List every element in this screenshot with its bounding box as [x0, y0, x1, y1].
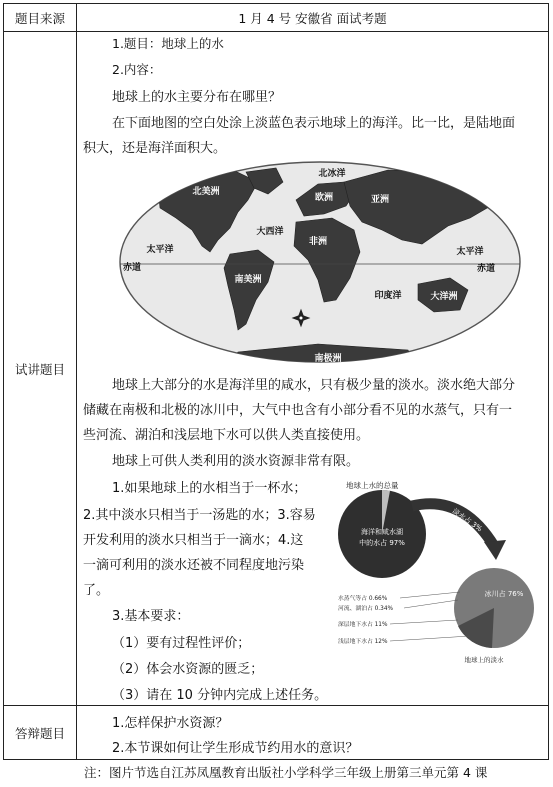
world-map: [118, 160, 522, 365]
label-africa: 非洲: [308, 237, 328, 247]
saltwater-label-2: 中的水占 97%: [359, 539, 405, 547]
defense-question-2: 2.本节课如何让学生形成节约用水的意识？: [112, 741, 359, 756]
source-value-cell: [77, 4, 548, 31]
arrow-label: 淡水占 3%: [450, 507, 484, 534]
para3-line1: 1.如果地球上的水相当于一杯水；: [112, 481, 307, 496]
para1-line3: 些河流、湖泊和浅层地下水可以供人类直接使用。: [83, 428, 370, 443]
label-equator-right: 赤道: [476, 264, 496, 274]
label-antarctica: 南极洲: [314, 354, 342, 364]
label-south-america: 南美洲: [234, 275, 262, 285]
legend-deep-ground: 深层地下水占 11%: [338, 622, 388, 628]
requirements-title: 3.基本要求：: [112, 609, 190, 624]
column-divider: [76, 4, 77, 759]
freshwater-title: 地球上的淡水: [464, 656, 504, 664]
saltwater-label-1: 海洋和咸水湖: [361, 528, 403, 536]
source-label-cell: [4, 4, 76, 31]
row-divider: [4, 705, 548, 706]
label-atlantic: 大西洋: [256, 227, 284, 237]
label-pacific-right: 太平洋: [456, 247, 484, 257]
para1-line2: 储藏在南极和北极的冰川中，大气中也含有小部分看不见的水蒸气，只有一: [83, 403, 513, 418]
requirement-2: （2）体会水资源的匮乏；: [112, 662, 264, 677]
footnote: 注：图片节选自江苏凤凰教育出版社小学科学三年级上册第三单元第 4 课: [84, 765, 488, 780]
label-pacific-left: 太平洋: [146, 245, 174, 255]
para3-line2: 2.其中淡水只相当于一汤匙的水；3.容易: [83, 508, 316, 523]
item-content-heading: 2.内容：: [112, 62, 162, 77]
label-europe: 欧洲: [314, 193, 334, 203]
label-arctic: 北冰洋: [318, 169, 346, 179]
source-label: 题目来源: [14, 10, 65, 26]
question-text: 地球上的水主要分布在哪里？: [112, 90, 282, 105]
arrow-head-icon: [484, 540, 506, 560]
glacier-label: 冰川占 76%: [484, 590, 524, 598]
para3-line4: 一滴可利用的淡水还被不同程度地污染: [83, 558, 305, 573]
label-oceania: 大洋洲: [430, 292, 458, 302]
legend-river-lake: 河流、湖泊占 0.34%: [338, 606, 394, 612]
label-equator-left: 赤道: [122, 263, 142, 273]
figure-title: 地球上水的总量: [346, 481, 399, 490]
requirement-1: （1）要有过程性评价；: [112, 636, 251, 651]
label-indian: 印度洋: [374, 291, 402, 301]
label-asia: 亚洲: [370, 195, 390, 205]
trial-label-cell: [4, 32, 76, 705]
legend-shallow-ground: 浅层地下水占 12%: [338, 639, 388, 645]
defense-label-cell: [4, 706, 76, 759]
item-title: 1.题目：地球上的水: [112, 36, 224, 51]
defense-question-1: 1.怎样保护水资源？: [112, 716, 229, 731]
legend-vapor: 水蒸气等占 0.66%: [338, 596, 388, 602]
para1-line1: 地球上大部分的水是海洋里的咸水，只有极少量的淡水。淡水绝大部分: [112, 378, 516, 393]
requirement-3: （3）请在 10 分钟内完成上述任务。: [112, 688, 328, 703]
label-north-america: 北美洲: [192, 187, 220, 197]
task-line-2: 积大，还是海洋面积大。: [83, 141, 227, 156]
para3-line3: 开发利用的淡水只相当于一滴水；4.这: [83, 533, 304, 548]
task-line-1: 在下面地图的空白处涂上淡蓝色表示地球上的海洋。比一比，是陆地面: [112, 116, 516, 131]
trial-label: 试讲题目: [14, 361, 65, 377]
water-distribution-figure: [334, 476, 544, 676]
row-divider: [4, 31, 548, 32]
defense-label: 答辩题目: [14, 725, 65, 741]
para3-line5: 了。: [83, 583, 110, 598]
para2: 地球上可供人类利用的淡水资源非常有限。: [112, 454, 360, 469]
source-value: 1 月 4 号 安徽省 面试考题: [238, 10, 387, 26]
